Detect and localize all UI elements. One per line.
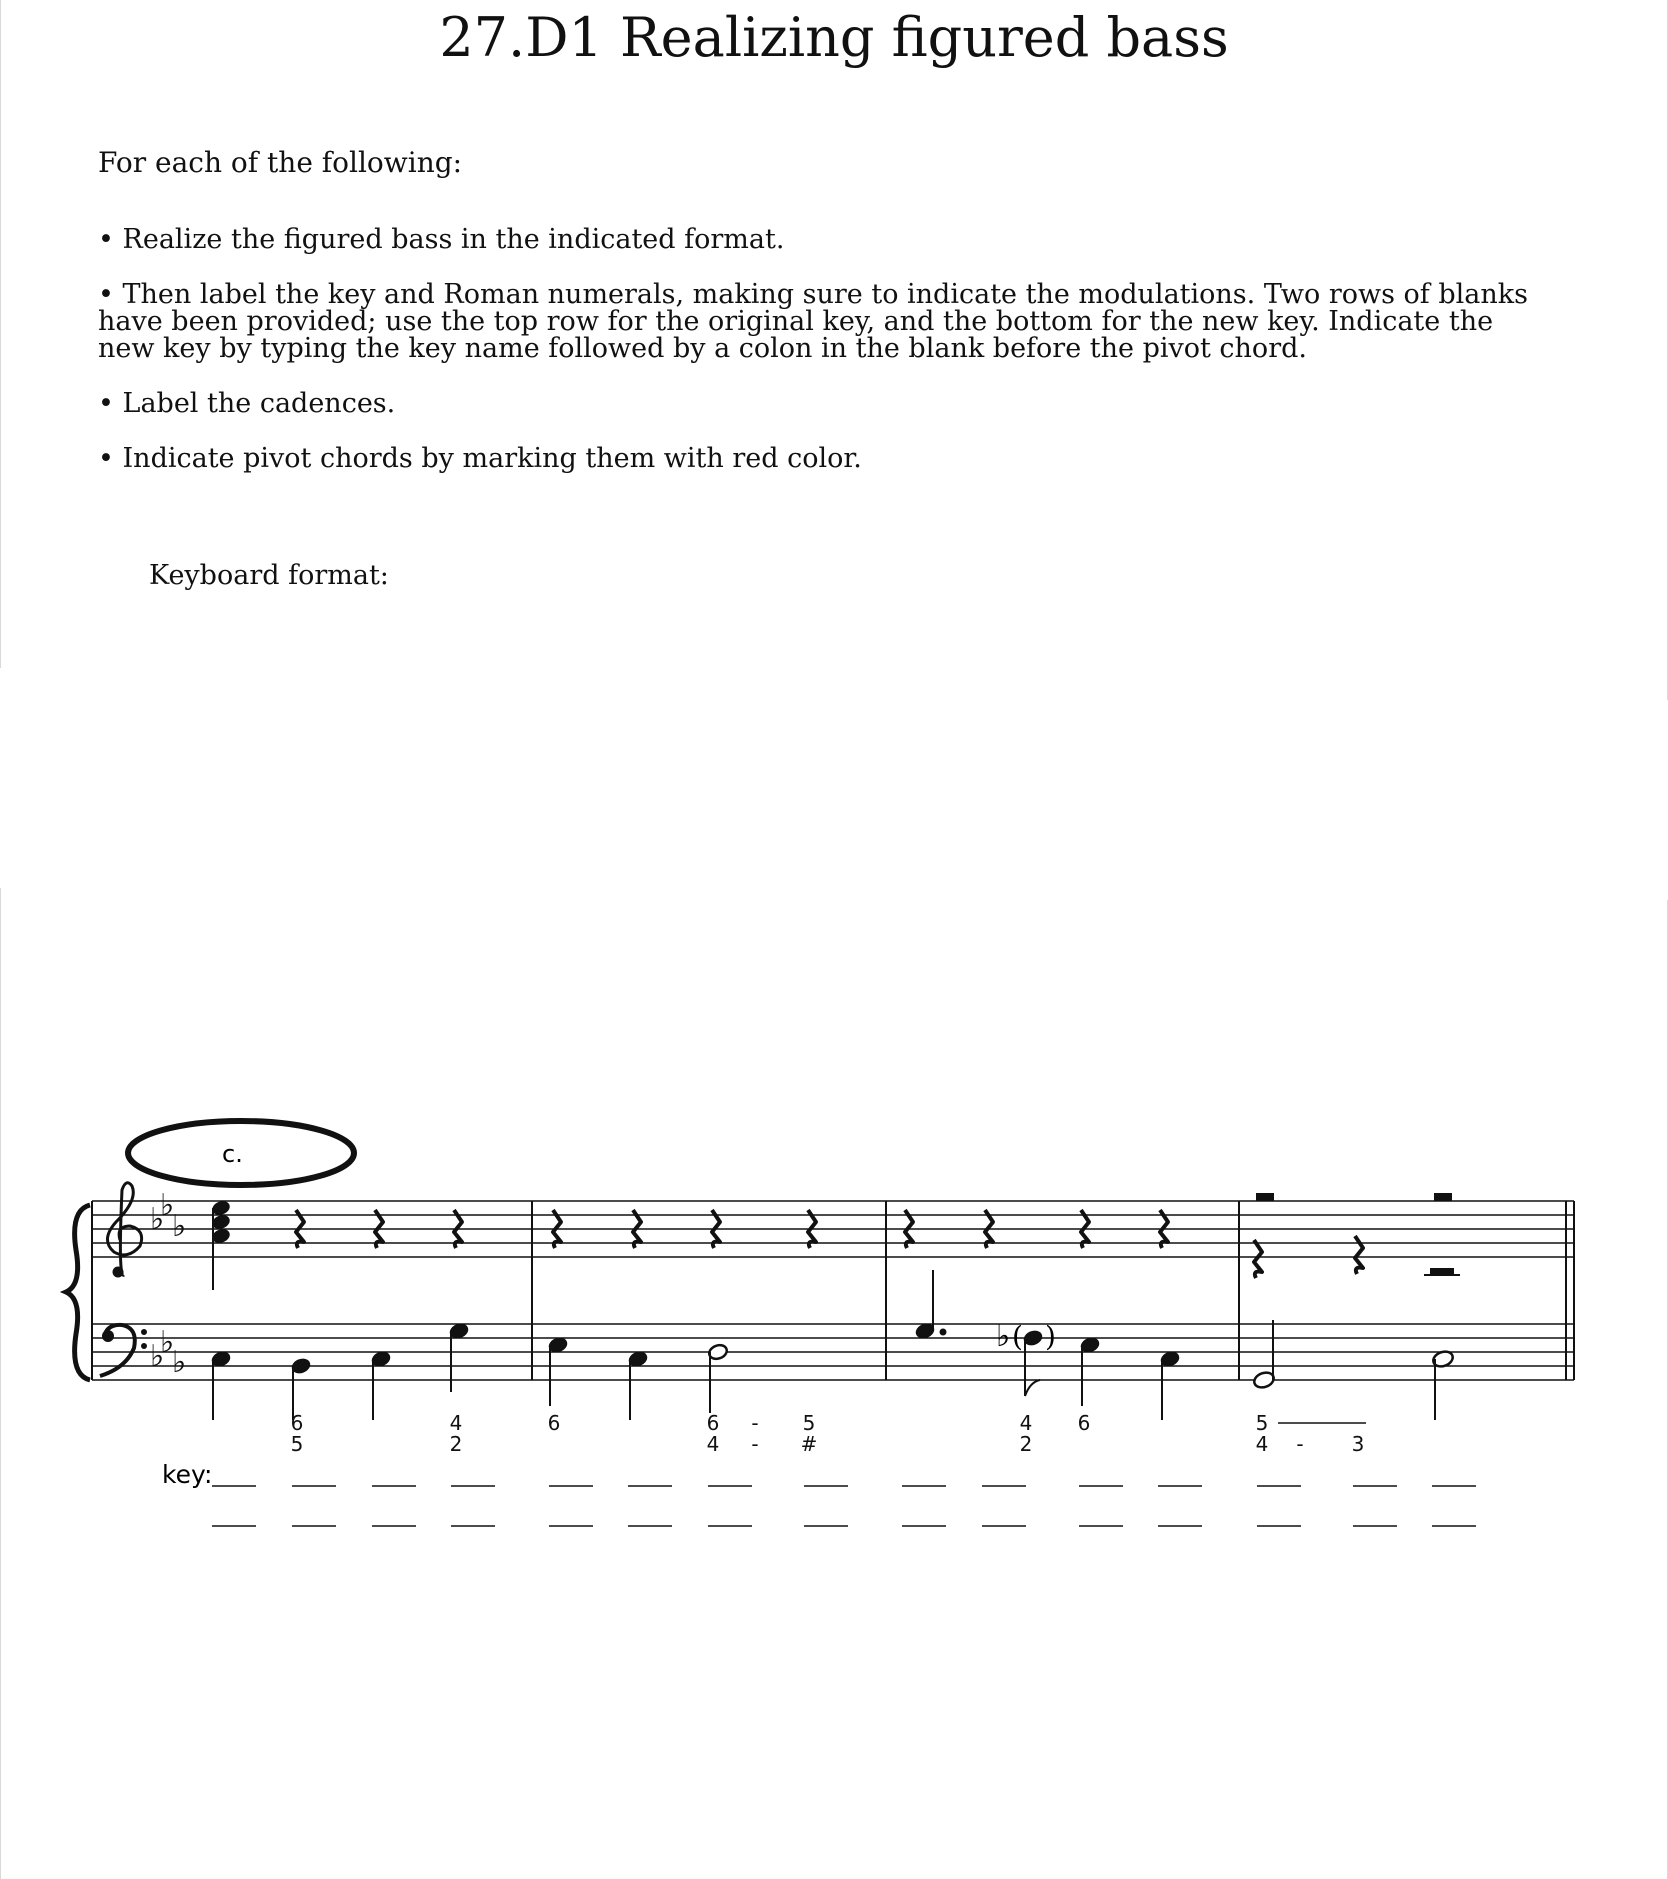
score-system: [0, 1100, 1668, 1560]
instruction-item: • Indicate pivot chords by marking them with red color.: [98, 445, 1558, 472]
svg-text:-: -: [751, 1432, 759, 1456]
svg-text:♭: ♭: [172, 1345, 187, 1380]
annotation-label: c.: [222, 1140, 243, 1168]
figured-bass: [291, 1411, 1365, 1456]
svg-text:4: 4: [1255, 1432, 1269, 1456]
key-signature-flats: [150, 1188, 186, 1380]
svg-text:4: 4: [1019, 1411, 1033, 1435]
brace: [66, 1205, 90, 1380]
paren-open: (: [1012, 1320, 1023, 1353]
svg-text:6: 6: [706, 1411, 720, 1435]
svg-text:♭: ♭: [150, 1202, 165, 1237]
instruction-item: • Label the cadences.: [98, 390, 1558, 417]
svg-text:-: -: [751, 1411, 759, 1435]
flat-accidental: ♭: [996, 1319, 1011, 1354]
barlines: [92, 1201, 1574, 1380]
svg-text:4: 4: [449, 1411, 463, 1435]
svg-text:♭: ♭: [150, 1339, 165, 1374]
instruction-item: • Then label the key and Roman numerals, making sure to indicate the modulations. Two rows of blanks have been provided; use the top row for the original key, and the bottom for the new key. Indicate the new key by typing the key name followed by a colon in the blank before the pivot chord.: [98, 281, 1558, 362]
svg-text:3: 3: [1351, 1432, 1365, 1456]
page-edge: [0, 0, 1, 668]
treble-staff: [92, 1201, 1574, 1257]
svg-text:5: 5: [1255, 1411, 1269, 1435]
instruction-item: • Realize the figured bass in the indicated format.: [98, 226, 1558, 253]
svg-text:5: 5: [290, 1432, 304, 1456]
format-label: Keyboard format:: [149, 560, 389, 591]
svg-text:5: 5: [802, 1411, 816, 1435]
svg-text:6: 6: [1077, 1411, 1091, 1435]
instruction-list: [98, 226, 1558, 500]
svg-text:-: -: [1296, 1432, 1304, 1456]
svg-text:2: 2: [449, 1432, 463, 1456]
svg-text:4: 4: [706, 1432, 720, 1456]
intro-text: For each of the following:: [98, 146, 463, 179]
page-title: 27.D1 Realizing figured bass: [439, 6, 1229, 69]
bass-notes: [210, 1270, 1454, 1420]
svg-text:6: 6: [547, 1411, 561, 1435]
svg-text:♭: ♭: [172, 1209, 187, 1244]
svg-text:♭: ♭: [160, 1188, 175, 1223]
svg-text:#: #: [800, 1432, 818, 1456]
paren-close: ): [1045, 1320, 1056, 1353]
svg-text:♭: ♭: [160, 1325, 175, 1360]
key-label: key:: [162, 1460, 213, 1489]
svg-text:6: 6: [290, 1411, 304, 1435]
bass-clef: [100, 1325, 147, 1376]
bass-staff: [92, 1324, 1574, 1380]
quarter-rests: [296, 1210, 1363, 1278]
treble-chord: [210, 1199, 231, 1290]
svg-text:2: 2: [1019, 1432, 1033, 1456]
